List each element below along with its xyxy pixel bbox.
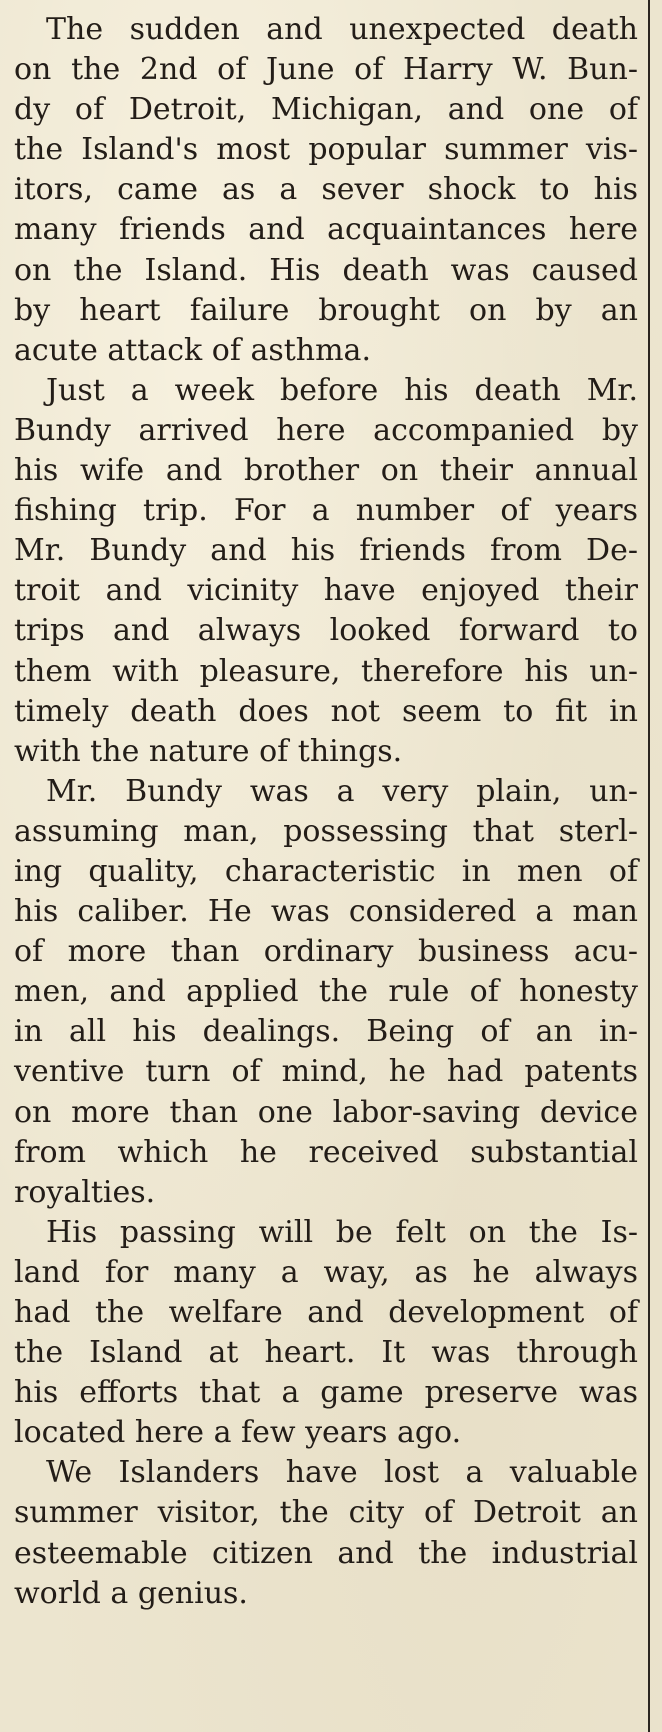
text-line: many friends and acquaintances here	[14, 212, 638, 248]
text-line: We Islanders have lost a valuable	[46, 1455, 638, 1491]
text-line: Mr. Bundy and his friends from De-	[14, 533, 638, 569]
paragraph-1	[14, 10, 638, 371]
text-line: Mr. Bundy was a very plain, un-	[46, 773, 638, 809]
text-line: his efforts that a game preserve was	[14, 1375, 638, 1411]
text-line: in all his dealings. Being of an in-	[14, 1014, 638, 1050]
text-line: trips and always looked forward to	[14, 613, 638, 649]
text-line: royalties.	[14, 1174, 156, 1210]
text-line: his caliber. He was considered a man	[14, 894, 638, 930]
text-line: Just a week before his death Mr.	[46, 372, 638, 408]
text-line: land for many a way, as he always	[14, 1254, 638, 1290]
text-line: them with pleasure, therefore his un-	[14, 653, 638, 689]
text-line: of more than ordinary business acu-	[14, 934, 638, 970]
text-line: with the nature of things.	[14, 733, 403, 769]
text-line: esteemable citizen and the industrial	[14, 1535, 638, 1571]
text-line: on more than one labor-saving device	[14, 1094, 638, 1130]
text-line: ventive turn of mind, he had patents	[14, 1054, 638, 1090]
text-line: The sudden and unexpected death	[46, 12, 638, 47]
text-line: assuming man, possessing that sterl-	[14, 813, 638, 849]
text-line: summer visitor, the city of Detroit an	[14, 1495, 638, 1531]
text-line: his wife and brother on their annual	[14, 453, 638, 489]
column-rule	[648, 0, 650, 1732]
paragraph-4	[14, 1213, 638, 1454]
text-line: located here a few years ago.	[14, 1415, 462, 1451]
text-line: on the 2nd of June of Harry W. Bun-	[14, 52, 638, 88]
text-line: His passing will be felt on the Is-	[46, 1214, 638, 1250]
text-line: acute attack of asthma.	[14, 332, 371, 368]
paragraph-5	[14, 1453, 638, 1613]
text-line: Bundy arrived here accompanied by	[14, 412, 638, 448]
text-line: the Island's most popular summer vis-	[14, 132, 638, 168]
text-line: the Island at heart. It was through	[14, 1335, 638, 1371]
text-line: on the Island. His death was caused	[14, 252, 638, 288]
paragraph-3	[14, 772, 638, 1213]
text-line: fishing trip. For a number of years	[14, 493, 638, 529]
text-line: itors, came as a sever shock to his	[14, 172, 638, 208]
text-line: by heart failure brought on by an	[14, 292, 638, 328]
text-line: had the welfare and development of	[14, 1295, 638, 1330]
text-line: ing quality, characteristic in men of	[14, 853, 638, 889]
paragraph-2	[14, 371, 638, 772]
text-line: dy of Detroit, Michigan, and one of	[14, 92, 638, 128]
text-line: men, and applied the rule of honesty	[14, 974, 638, 1010]
text-line: troit and vicinity have enjoyed their	[14, 573, 638, 609]
text-line: timely death does not seem to fit in	[14, 693, 638, 729]
obituary-article	[14, 10, 638, 1614]
text-line: from which he received substantial	[14, 1134, 638, 1170]
text-line: world a genius.	[14, 1575, 248, 1611]
